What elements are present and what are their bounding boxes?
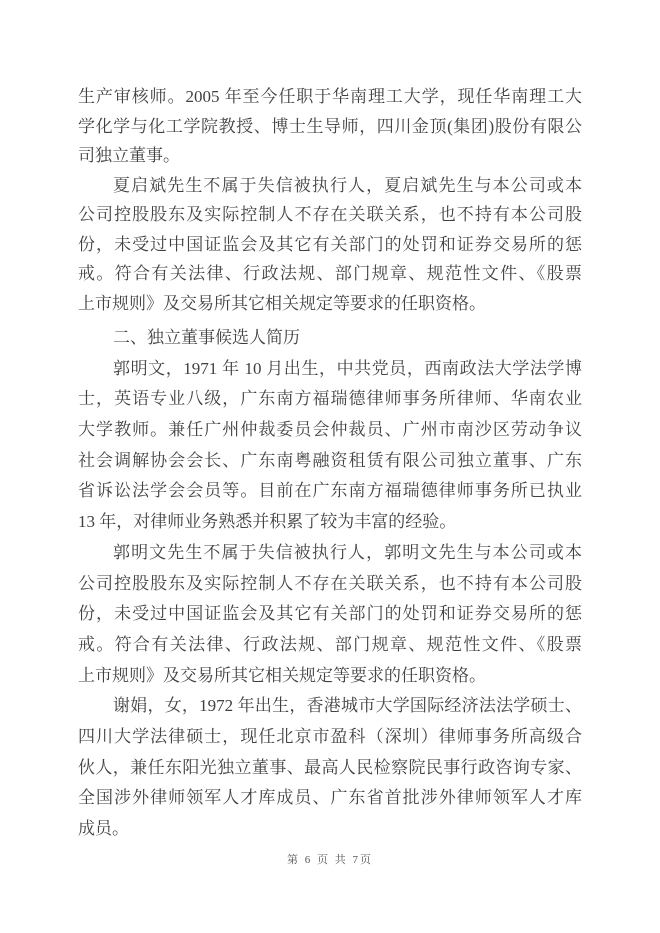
text-line: 郭明文先生不属于失信被执行人，郭明文先生与本公司或本 [113,542,582,562]
text-line: 四川大学法律硕士，现任北京市盈科（深圳）律师事务所高级合 [78,726,582,746]
text-line: 社会调解协会会长、广东南粤融资租赁有限公司独立董事、广东 [78,450,582,470]
text-line: 伙人，兼任东阳光独立董事、最高人民检察院民事行政咨询专家、 [78,757,582,777]
text-line: 大学教师。兼任广州仲裁委员会仲裁员、广州市南沙区劳动争议 [78,420,582,440]
text-line: 上市规则》及交易所其它相关规定等要求的任职资格。 [78,665,486,685]
paragraph [78,691,582,844]
text-line: 夏启斌先生不属于失信被执行人，夏启斌先生与本公司或本 [113,175,582,195]
text-line: 郭明文，1971 年 10 月出生，中共党员，西南政法大学法学博 [113,358,582,378]
text-line: 士，英语专业八级，广东南方福瑞德律师事务所律师、华南农业 [78,389,582,409]
paragraph [78,538,582,691]
page-number-footer: 第 6 页 共 7页 [287,854,373,866]
text-line: 学化学与化工学院教授、博士生导师，四川金顶(集团)股份有限公 [78,116,582,136]
document-body [78,82,582,845]
text-line: 份，未受过中国证监会及其它有关部门的处罚和证券交易所的惩 [78,604,582,624]
text-line: 省诉讼法学会会员等。目前在广东南方福瑞德律师事务所已执业 [78,481,582,501]
text-line: 谢娟，女，1972 年出生，香港城市大学国际经济法法学硕士、 [113,696,582,716]
text-line: 成员。 [78,819,129,838]
text-line: 戒。符合有关法律、行政法规、部门规章、规范性文件、《股票 [78,634,582,654]
text-line: 公司控股股东及实际控制人不存在关联关系，也不持有本公司股 [78,205,582,224]
text-line: 全国涉外律师领军人才库成员、广东省首批涉外律师领军人才库 [78,788,582,808]
text-line: 13 年，对律师业务熟悉并积累了较为丰富的经验。 [78,512,457,532]
paragraph [78,171,582,319]
text-line: 份，未受过中国证监会及其它有关部门的处罚和证券交易所的惩 [78,234,582,254]
text-line: 生产审核师。2005 年至今任职于华南理工大学，现任华南理工大 [78,87,582,106]
text-line: 司独立董事。 [78,146,180,165]
text-line: 公司控股股东及实际控制人不存在关联关系，也不持有本公司股 [78,573,582,593]
paragraph [78,82,582,171]
text-line: 上市规则》及交易所其它相关规定等要求的任职资格。 [78,293,486,313]
paragraph [78,354,582,538]
text-line: 戒。符合有关法律、行政法规、部门规章、规范性文件、《股票 [78,264,582,283]
section-heading [78,323,582,354]
heading-line: 二、独立董事候选人简历 [113,328,300,347]
